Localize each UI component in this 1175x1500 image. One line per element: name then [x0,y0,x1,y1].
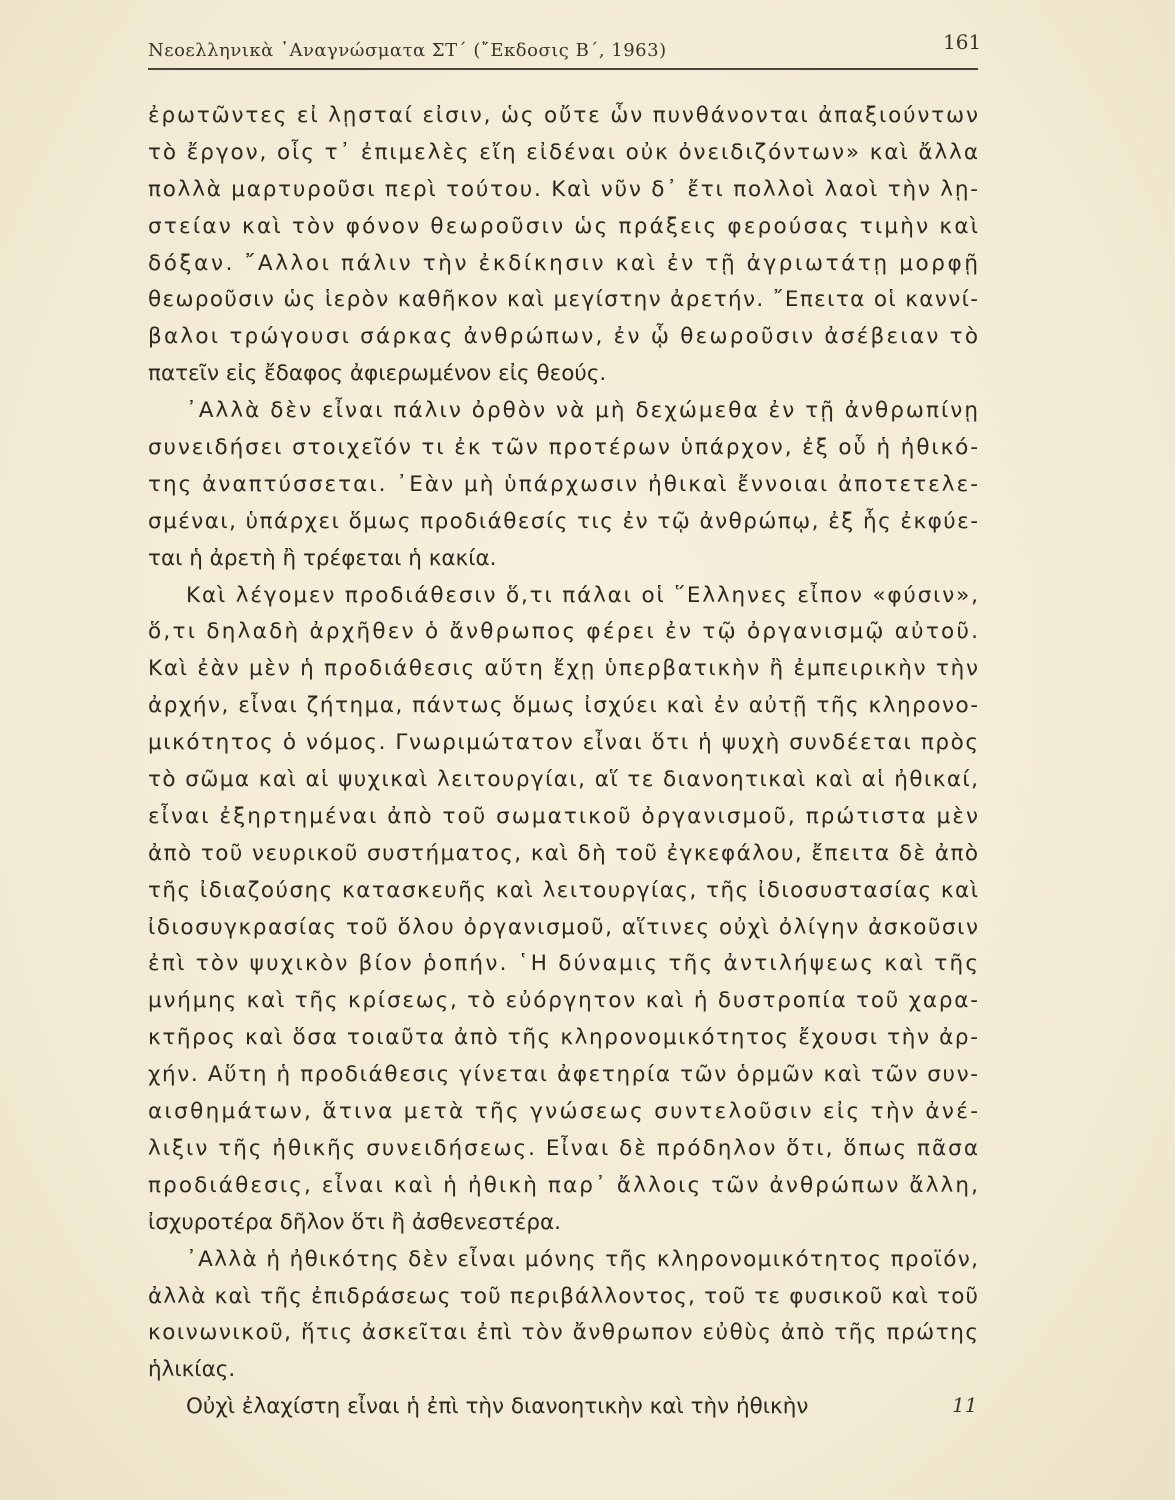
text-line: Οὐχὶ ἐλαχίστη εἶναι ἡ ἐπὶ τὴν διανοητικὴν καὶ τὴν ἠθικὴν [186,1394,809,1420]
header-rule [148,68,978,70]
text-line: Καὶ λέγομεν προδιάθεσιν ὅ,τι πάλαι οἱ ῞Ελληνες εἶπον «φύσιν», [186,582,980,608]
text-line: κτῆρος καὶ ὅσα τοιαῦτα ἀπὸ τῆς κληρονομικότητος ἔχουσι τὴν ἀρ- [148,1025,980,1051]
text-line: ἀλλὰ καὶ τῆς ἐπιδράσεως τοῦ περιβάλλοντος, τοῦ τε φυσικοῦ καὶ τοῦ [148,1283,980,1309]
body-text [148,98,988,1426]
text-line: τὸ σῶμα καὶ αἱ ψυχικαὶ λειτουργίαι, αἵ τε διανοητικαὶ καὶ αἱ ἠθικαί, [148,767,980,793]
text-line: πατεῖν εἰς ἔδαφος ἀφιερωμένον εἰς θεούς. [148,361,607,387]
running-title: Νεοελληνικὰ ᾿Αναγνώσματα ΣΤ΄ (῎Εκδοσις Β΄, 1963) [148,40,667,61]
text-line: σμέναι, ὑπάρχει ὅμως προδιάθεσίς τις ἐν τῷ ἀνθρώπῳ, ἐξ ἧς ἐκφύε- [148,508,980,534]
text-line: μικότητος ὁ νόμος. Γνωριμώτατον εἶναι ὅτι ἡ ψυχὴ συνδέεται πρὸς [148,730,980,756]
text-line: βαλοι τρώγουσι σάρκας ἀνθρώπων, ἐν ᾧ θεωροῦσιν ἀσέβειαν τὸ [148,324,981,350]
page-number: 161 [943,30,982,54]
text-line: τῆς ἰδιαζούσης κατασκευῆς καὶ λειτουργίας, τῆς ἰδιοσυστασίας καὶ [148,877,980,903]
text-line: ἰσχυροτέρα δῆλον ὅτι ἢ ἀσθενεστέρα. [148,1209,562,1235]
signature-mark: 11 [952,1393,978,1417]
text-line: ἀρχήν, εἶναι ζήτημα, πάντως ὅμως ἰσχύει καὶ ἐν αὐτῇ τῆς κληρονο- [148,693,980,719]
text-line: λιξιν τῆς ἠθικῆς συνειδήσεως. Εἶναι δὲ πρόδηλον ὅτι, ὅπως πᾶσα [148,1135,981,1161]
text-line: θεωροῦσιν ὡς ἱερὸν καθῆκον καὶ μεγίστην ἀρετήν. ῎Επειτα οἱ καννί- [148,287,980,313]
text-line: στείαν καὶ τὸν φόνον θεωροῦσιν ὡς πράξεις φερούσας τιμὴν καὶ [148,213,981,239]
text-line: ὅ,τι δηλαδὴ ἀρχῆθεν ὁ ἄνθρωπος φέρει ἐν τῷ ὀργανισμῷ αὐτοῦ. [148,619,981,645]
text-line: ἀπὸ τοῦ νευρικοῦ συστήματος, καὶ δὴ τοῦ ἐγκεφάλου, ἔπειτα δὲ ἀπὸ [148,840,980,866]
text-line: τὸ ἔργον, οἷς τ᾿ ἐπιμελὲς εἴη εἰδέναι οὐκ ὀνειδιζόντων» καὶ ἄλλα [148,139,980,165]
text-line: μνήμης καὶ τῆς κρίσεως, τὸ εὐόργητον καὶ ἡ δυστροπία τοῦ χαρα- [148,988,980,1014]
text-line: κοινωνικοῦ, ἥτις ἀσκεῖται ἐπὶ τὸν ἄνθρωπον εὐθὺς ἀπὸ τῆς πρώτης [148,1320,980,1346]
text-line: της ἀναπτύσσεται. ᾿Εὰν μὴ ὑπάρχωσιν ἠθικαὶ ἔννοιαι ἀποτετελε- [148,471,981,497]
text-line: συνειδήσει στοιχεῖόν τι ἐκ τῶν προτέρων ὑπάρχον, ἐξ οὗ ἡ ἠθικό- [148,435,980,461]
text-line: ἐπὶ τὸν ψυχικὸν βίον ῥοπήν. ῾Η δύναμις τῆς ἀντιλήψεως καὶ τῆς [148,951,981,977]
text-line: ἰδιοσυγκρασίας τοῦ ὅλου ὀργανισμοῦ, αἵτινες οὐχὶ ὀλίγην ἀσκοῦσιν [148,914,980,940]
text-line: πολλὰ μαρτυροῦσι περὶ τούτου. Καὶ νῦν δ᾿ ἔτι πολλοὶ λαοὶ τὴν λῃ- [148,176,980,202]
text-line: εἶναι ἐξηρτημέναι ἀπὸ τοῦ σωματικοῦ ὀργανισμοῦ, πρώτιστα μὲν [148,803,981,829]
text-line: ᾿Αλλὰ ἡ ἠθικότης δὲν εἶναι μόνης τῆς κληρονομικότητος προϊόν, [186,1246,980,1272]
text-line: αισθημάτων, ἅτινα μετὰ τῆς γνώσεως συντελοῦσιν εἰς τὴν ἀνέ- [148,1099,981,1125]
text-line: ἐρωτῶντες εἰ λῃσταί εἰσιν, ὡς οὔτε ὧν πυνθάνονται ἀπαξιούντων [148,103,980,128]
text-line: δόξαν. ῎Αλλοι πάλιν τὴν ἐκδίκησιν καὶ ἐν τῇ ἀγριωτάτῃ μορφῇ [148,250,981,276]
text-line: ται ἡ ἀρετὴ ἢ τρέφεται ἡ κακία. [148,545,497,571]
text-line: ἡλικίας. [148,1357,236,1383]
text-line: Καὶ ἐὰν μὲν ἡ προδιάθεσις αὕτη ἔχῃ ὑπερβατικὴν ἢ ἐμπειρικὴν τὴν [148,656,980,682]
text-line: ᾿Αλλὰ δὲν εἶναι πάλιν ὀρθὸν νὰ μὴ δεχώμεθα ἐν τῇ ἀνθρωπίνῃ [186,398,981,424]
text-line: χήν. Αὕτη ἡ προδιάθεσις γίνεται ἀφετηρία τῶν ὁρμῶν καὶ τῶν συν- [148,1062,980,1088]
text-line: προδιάθεσις, εἶναι καὶ ἡ ἠθικὴ παρ᾿ ἄλλοις τῶν ἀνθρώπων ἄλλη, [148,1172,981,1198]
